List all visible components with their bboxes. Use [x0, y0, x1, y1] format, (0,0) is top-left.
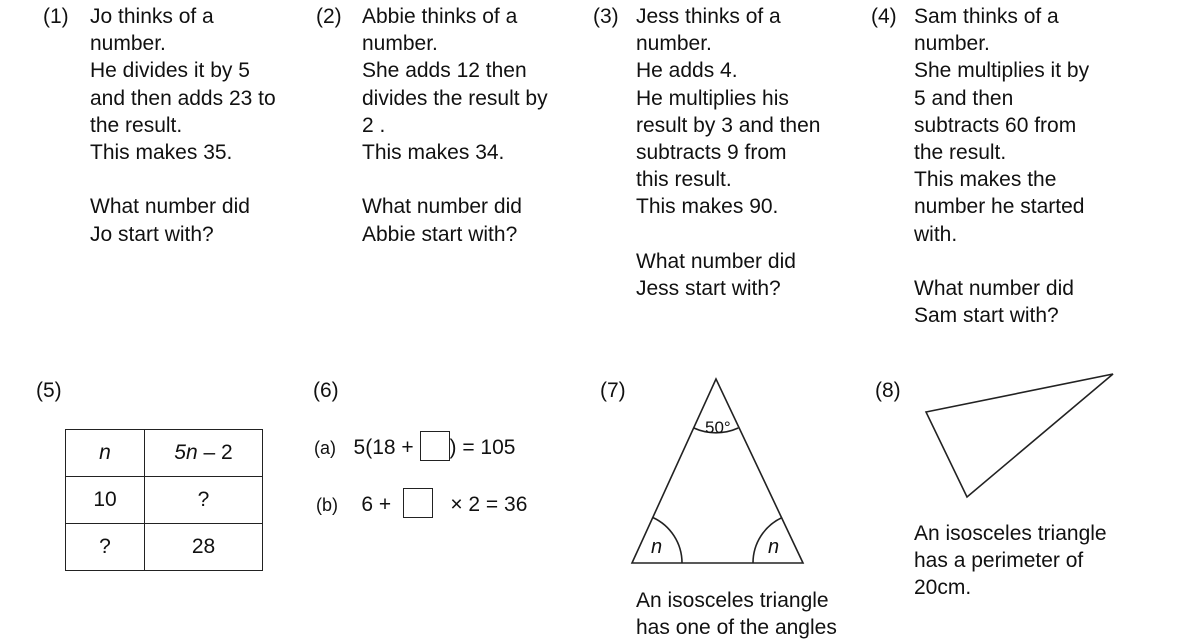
equation-a-label: (a) — [314, 438, 336, 458]
table-header-rule: 5n – 2 — [145, 430, 263, 477]
text-line: the result. — [90, 113, 183, 137]
question-5-number: (5) — [36, 379, 62, 402]
text-line: subtracts 9 from — [636, 140, 787, 164]
text-line: What number did — [90, 195, 250, 219]
apex-angle-label: 50° — [705, 418, 731, 437]
text-line: What number did — [636, 249, 796, 273]
text-line: 5 and then — [914, 86, 1014, 110]
text-line: has one of the angles — [636, 616, 837, 640]
text-line: this result. — [636, 168, 732, 192]
text-line: An isosceles triangle — [636, 589, 829, 612]
question-3-number: (3) — [593, 5, 619, 28]
text-line: has a perimeter of — [914, 549, 1084, 573]
base-angle-label-right: n — [768, 536, 780, 558]
question-1-number: (1) — [43, 5, 69, 28]
text-line: Sam thinks of a — [914, 5, 1059, 28]
text-line: result by 3 and then — [636, 113, 821, 137]
text-line: divides the result by — [362, 86, 548, 110]
question-2-number: (2) — [316, 5, 342, 28]
question-8-caption — [914, 520, 1107, 602]
text-line: This makes 34. — [362, 140, 505, 164]
equation-b-left: 6 + — [361, 493, 392, 516]
text-line: He divides it by 5 — [90, 59, 250, 83]
text-line: This makes 35. — [90, 140, 233, 164]
text-line: What number did — [362, 195, 522, 219]
text-line: An isosceles triangle — [914, 522, 1107, 545]
text-line: He multiplies his — [636, 86, 789, 110]
text-line: She adds 12 then — [362, 59, 527, 83]
text-line: number. — [362, 32, 438, 56]
text-line: and then adds 23 to — [90, 86, 276, 110]
equation-a-left: 5(18 + — [353, 436, 414, 459]
text-line: the result. — [914, 140, 1007, 164]
text-line: Abbie thinks of a — [362, 5, 518, 28]
question-6-number: (6) — [313, 379, 339, 402]
equation-a-right: ) = 105 — [449, 436, 516, 459]
question-7-caption — [636, 587, 837, 641]
question-8-number: (8) — [875, 379, 901, 402]
table-cell: 28 — [145, 524, 263, 571]
equation-b-right: × 2 = 36 — [450, 493, 528, 516]
text-line: Jo thinks of a — [90, 5, 214, 28]
text-line: number. — [914, 32, 990, 56]
question-4-number: (4) — [871, 5, 897, 28]
base-angle-label-left: n — [651, 536, 663, 558]
text-line: This makes the — [914, 168, 1057, 192]
text-line: 2 . — [362, 113, 386, 137]
text-line: Jess thinks of a — [636, 5, 781, 28]
text-line: number. — [636, 32, 712, 56]
text-line: Jess start with? — [636, 276, 781, 300]
text-line: She multiplies it by — [914, 59, 1090, 83]
text-line: He adds 4. — [636, 59, 738, 83]
table-cell: ? — [66, 524, 145, 571]
text-line: number he started — [914, 195, 1085, 219]
text-line: What number did — [914, 276, 1074, 300]
text-line: Jo start with? — [90, 222, 214, 246]
text-line: 20cm. — [914, 576, 972, 600]
table-cell: 10 — [66, 477, 145, 524]
question-7-number: (7) — [600, 379, 626, 402]
text-line: Abbie start with? — [362, 222, 518, 246]
text-line: This makes 90. — [636, 195, 779, 219]
text-line: subtracts 60 from — [914, 113, 1077, 137]
equation-b-label: (b) — [316, 495, 338, 515]
table-header-n: n — [66, 430, 145, 477]
text-line: Sam start with? — [914, 304, 1059, 328]
table-cell: ? — [145, 477, 263, 524]
scalene-triangle-diagram — [926, 374, 1113, 497]
text-line: number. — [90, 32, 166, 56]
text-line: with. — [914, 222, 958, 246]
